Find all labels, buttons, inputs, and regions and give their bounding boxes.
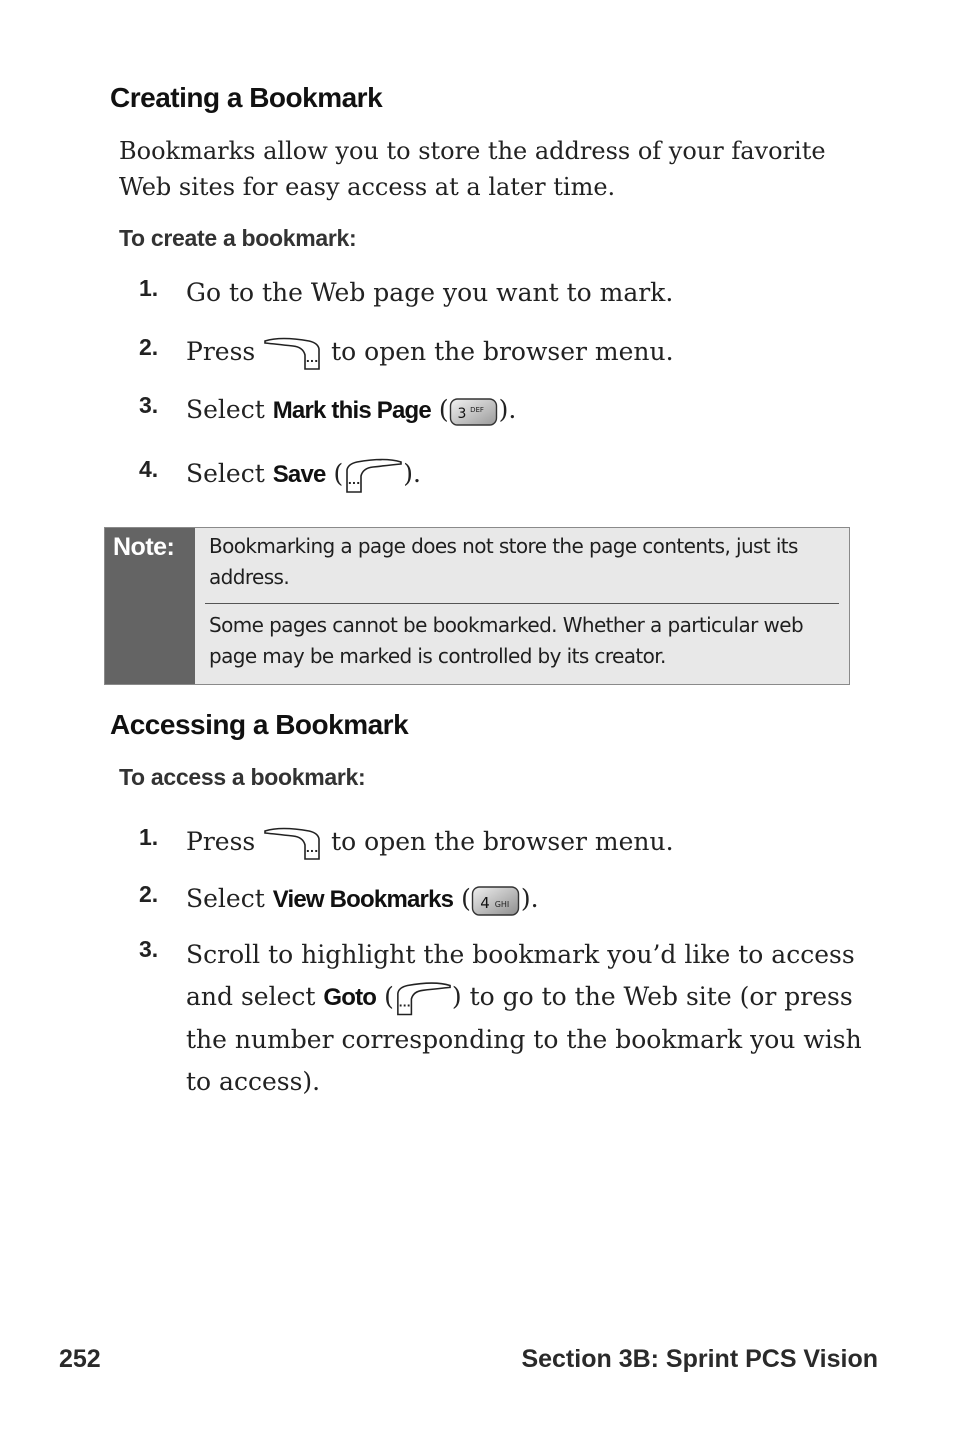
command-label: Goto	[323, 984, 377, 1011]
key-4-icon	[471, 885, 521, 917]
step-text: ) to go to the Web site (or press the number corresponding to the bookmark you wish to access).	[186, 982, 862, 1096]
section-heading-accessing: Accessing a Bookmark	[110, 709, 409, 740]
key-3-icon	[449, 397, 499, 427]
key-number: 3	[457, 405, 467, 422]
key-number: 4	[480, 893, 490, 912]
section-footer: Section 3B: Sprint PCS Vision	[521, 1345, 878, 1373]
left-softkey-icon	[343, 458, 403, 494]
step-text: to open the browser menu.	[331, 827, 674, 856]
command-label: Save	[272, 461, 326, 488]
step-number: 2.	[139, 881, 159, 907]
step-number: 1.	[139, 824, 159, 850]
menu-key-glyph: ...	[305, 841, 319, 855]
step-number: 3.	[139, 392, 159, 418]
section-heading-creating: Creating a Bookmark	[110, 82, 383, 113]
softkey-glyph: ...	[398, 996, 411, 1010]
step-text: Press	[186, 337, 256, 366]
paren: ).	[403, 459, 421, 488]
paren: (	[438, 395, 449, 424]
note-label-panel	[105, 528, 195, 684]
note-divider	[205, 603, 839, 604]
paren: (	[384, 982, 394, 1011]
step-text: to open the browser menu.	[331, 337, 674, 366]
step-number: 2.	[139, 334, 159, 360]
intro-paragraph: Bookmarks allow you to store the address of your favorite Web sites for easy access at a later time.	[119, 137, 826, 201]
paren: ).	[498, 395, 517, 424]
note-paragraph-2: Some pages cannot be bookmarked. Whether a particular web page may be marked is controlled by its creator.	[209, 613, 804, 668]
step-number: 3.	[139, 936, 159, 962]
softkey-glyph: ...	[348, 473, 361, 487]
command-label: Mark this Page	[272, 397, 431, 424]
paren: (	[333, 459, 344, 488]
command-label: View Bookmarks	[272, 886, 454, 913]
key-letters: GHI	[494, 899, 510, 909]
paren: (	[461, 884, 471, 913]
menu-key-glyph: ...	[305, 351, 319, 365]
step-text: Select	[186, 459, 265, 488]
step-text: Select	[186, 884, 265, 913]
step-text: Go to the Web page you want to mark.	[186, 278, 674, 307]
paren: ).	[520, 884, 539, 913]
menu-key-icon	[263, 827, 323, 861]
note-paragraph-1: Bookmarking a page does not store the page contents, just its address.	[209, 534, 798, 589]
step-text: Select	[186, 395, 265, 424]
procedure-label-create: To create a bookmark:	[119, 225, 357, 251]
procedure-label-access: To access a bookmark:	[119, 764, 366, 790]
note-box	[104, 527, 850, 685]
note-label: Note:	[113, 533, 175, 561]
step-number: 1.	[139, 275, 159, 301]
step-text: Scroll to highlight the bookmark you’d like to access and select	[186, 940, 855, 1011]
step-text: Press	[186, 827, 256, 856]
step-number: 4.	[139, 456, 159, 482]
key-letters: DEF	[469, 405, 484, 414]
menu-key-icon	[263, 337, 323, 371]
page-number: 252	[59, 1345, 101, 1373]
left-softkey-icon	[394, 981, 452, 1017]
